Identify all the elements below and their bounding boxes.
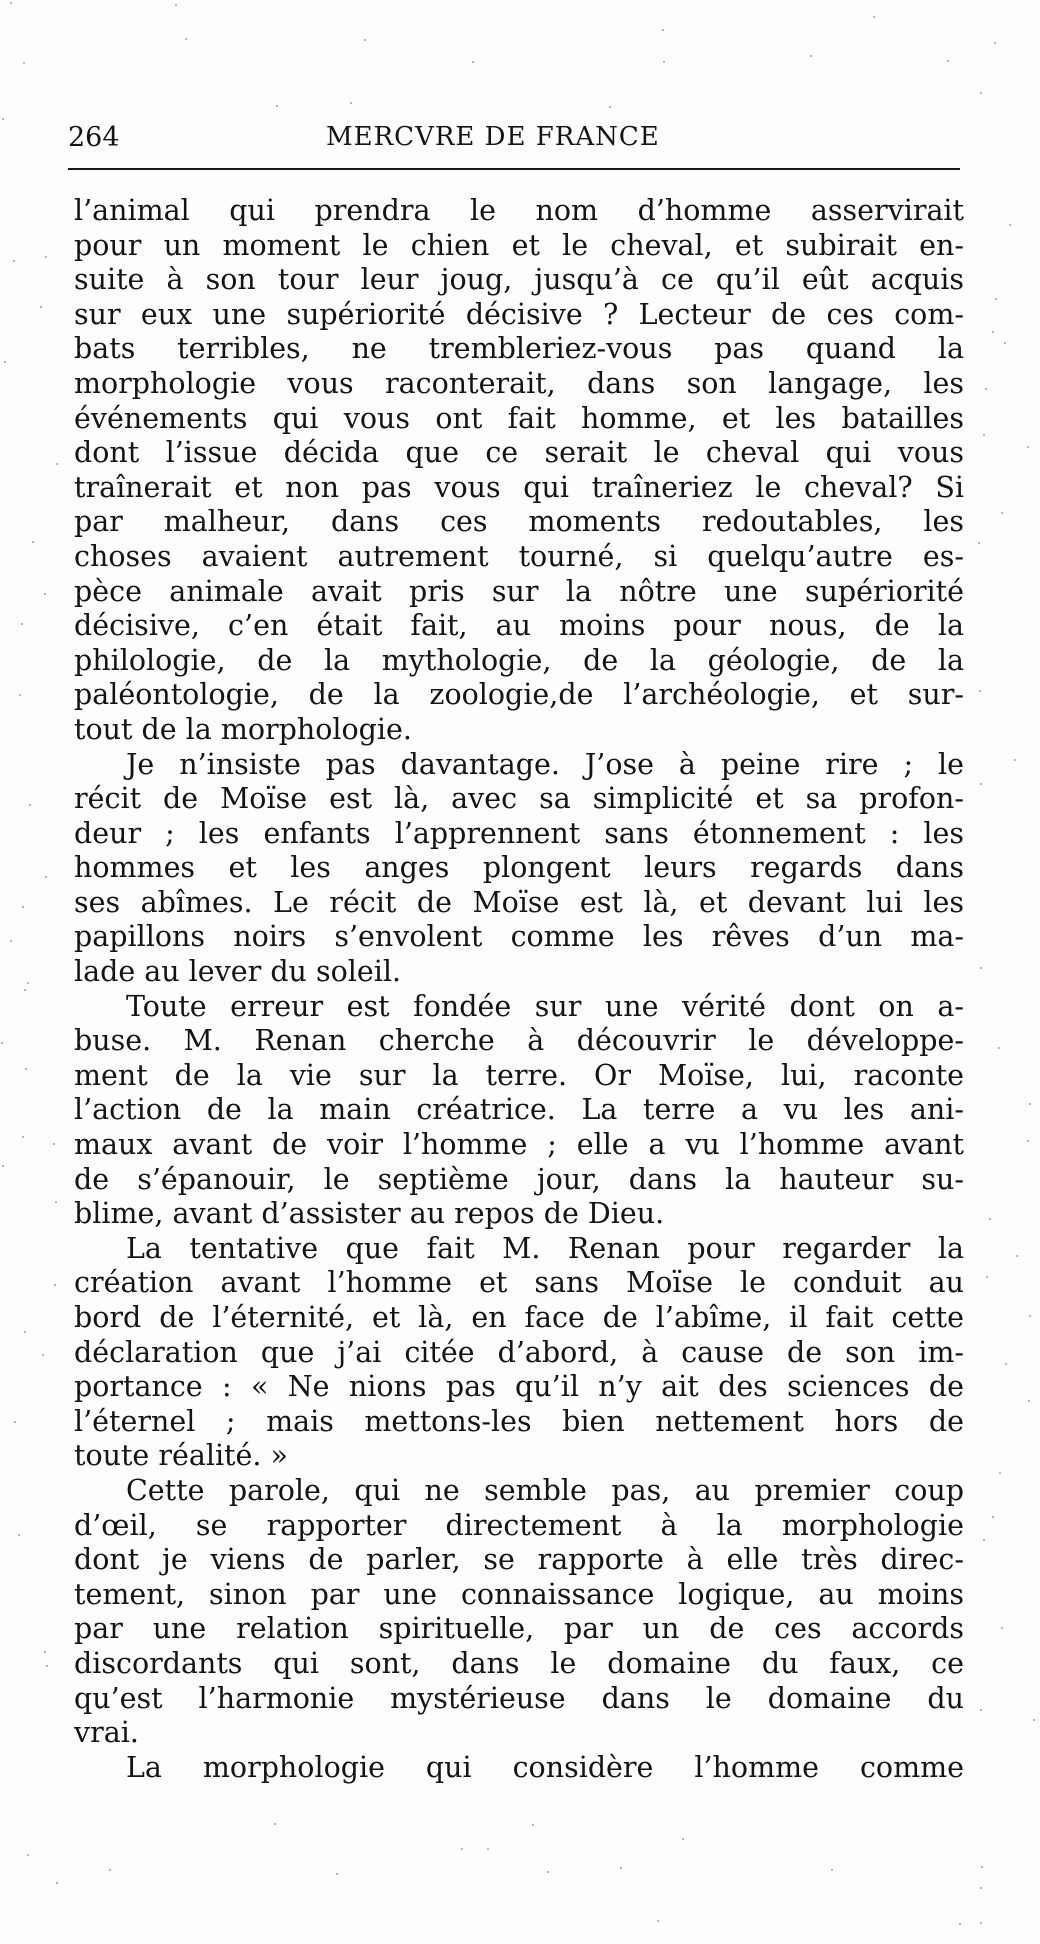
text-line: deur ; les enfants l’apprennent sans étonnement : les bbox=[74, 816, 964, 850]
speckle bbox=[1001, 1627, 1003, 1629]
speckle bbox=[1004, 342, 1006, 344]
text-line: maux avant de voir l’homme ; elle a vu l’homme avant bbox=[74, 1128, 964, 1162]
text-line: papillons noirs s’envolent comme les rêves d’un ma- bbox=[74, 920, 964, 954]
speckle bbox=[10, 2, 12, 4]
speckle bbox=[109, 1869, 111, 1871]
speckle bbox=[10, 940, 12, 942]
speckle bbox=[657, 1920, 659, 1922]
text-line: par une relation spirituelle, par un de ces accords bbox=[74, 1612, 964, 1646]
text-line: ment de la vie sur la terre. Or Moïse, lui, raconte bbox=[74, 1058, 964, 1092]
text-line: de s’épanouir, le septième jour, dans la hauteur su- bbox=[74, 1162, 964, 1196]
text-line: déclaration que j’ai citée d’abord, à cause de son im- bbox=[74, 1335, 964, 1369]
speckle bbox=[350, 102, 352, 104]
body-text bbox=[74, 194, 964, 1785]
speckle bbox=[1027, 446, 1029, 448]
speckle bbox=[959, 1923, 961, 1925]
speckle bbox=[1016, 1255, 1018, 1257]
page-header bbox=[68, 118, 960, 154]
text-line: Cette parole, qui ne semble pas, au premier coup bbox=[126, 1473, 964, 1507]
text-line: tement, sinon par une connaissance logique, au moins bbox=[74, 1577, 964, 1611]
speckle bbox=[45, 876, 47, 878]
speckle bbox=[978, 542, 980, 544]
speckle bbox=[609, 106, 611, 108]
speckle bbox=[995, 298, 997, 300]
text-line: philologie, de la mythologie, de la géologie, de la bbox=[74, 643, 964, 677]
speckle bbox=[992, 331, 994, 333]
speckle bbox=[994, 42, 996, 44]
text-line: par malheur, dans ces moments redoutables, les bbox=[74, 505, 964, 539]
speckle bbox=[1033, 1719, 1035, 1721]
speckle bbox=[336, 1873, 338, 1875]
text-line: qu’est l’harmonie mystérieuse dans le domaine du bbox=[74, 1681, 964, 1715]
text-line: portance : « Ne nions pas qu’il n’y ait des sciences de bbox=[74, 1370, 964, 1404]
speckle bbox=[175, 4, 177, 6]
speckle bbox=[985, 388, 987, 390]
speckle bbox=[18, 1534, 20, 1536]
speckle bbox=[980, 783, 982, 785]
speckle bbox=[25, 1068, 27, 1070]
text-line: décisive, c’en était fait, au moins pour nous, de la bbox=[74, 609, 964, 643]
speckle bbox=[547, 1871, 549, 1873]
text-line: blime, avant d’assister au repos de Dieu. bbox=[74, 1197, 665, 1231]
speckle bbox=[14, 1421, 16, 1423]
speckle bbox=[32, 541, 34, 543]
speckle bbox=[992, 1516, 994, 1518]
speckle bbox=[980, 1709, 982, 1711]
speckle bbox=[989, 1218, 991, 1220]
text-line: choses avaient autrement tourné, si quelqu’autre es- bbox=[74, 539, 964, 573]
speckle bbox=[831, 1869, 833, 1871]
speckle bbox=[1028, 1400, 1030, 1402]
text-line: événements qui vous ont fait homme, et les batailles bbox=[74, 401, 964, 435]
speckle bbox=[42, 1354, 44, 1356]
text-line: dont l’issue décida que ce serait le cheval qui vous bbox=[74, 436, 964, 470]
text-line: dont je viens de parler, se rapporte à elle très direc- bbox=[74, 1543, 964, 1577]
speckle bbox=[40, 306, 42, 308]
text-line: création avant l’homme et sans Moïse le conduit au bbox=[74, 1266, 964, 1300]
text-line: tout de la morphologie. bbox=[74, 712, 412, 746]
text-line: récit de Moïse est là, avec sa simplicité et sa profon- bbox=[74, 782, 964, 816]
text-line: ses abîmes. Le récit de Moïse est là, et devant lui les bbox=[74, 885, 964, 919]
text-line: lade au lever du soleil. bbox=[74, 955, 402, 989]
speckle bbox=[22, 1136, 24, 1138]
text-line: La morphologie qui considère l’homme comme bbox=[126, 1750, 964, 1784]
speckle bbox=[1029, 1315, 1031, 1317]
speckle bbox=[364, 39, 366, 41]
speckle bbox=[1029, 1103, 1031, 1105]
speckle bbox=[21, 623, 23, 625]
speckle bbox=[979, 690, 981, 692]
text-line: pour un moment le chien et le cheval, et subirait en- bbox=[74, 228, 964, 262]
text-line: sur eux une supériorité décisive ? Lecteur de ces com- bbox=[74, 297, 964, 331]
text-line: toute réalité. » bbox=[74, 1439, 288, 1473]
speckle bbox=[44, 1651, 46, 1653]
speckle bbox=[662, 29, 664, 31]
text-line: suite à son tour leur joug, jusqu’à ce qu’il eût acquis bbox=[74, 263, 964, 297]
speckle bbox=[487, 1848, 489, 1850]
speckle bbox=[185, 38, 187, 40]
speckle bbox=[1009, 224, 1011, 226]
speckle bbox=[1005, 1363, 1007, 1365]
speckle bbox=[276, 105, 278, 107]
speckle bbox=[24, 1331, 26, 1333]
speckle bbox=[983, 1539, 985, 1541]
text-line: discordants qui sont, dans le domaine du faux, ce bbox=[74, 1646, 964, 1680]
speckle bbox=[2, 118, 4, 120]
text-line: traînerait et non pas vous qui traîneriez le cheval? Si bbox=[74, 470, 964, 504]
speckle bbox=[29, 804, 31, 806]
speckle bbox=[56, 463, 58, 465]
speckle bbox=[980, 1922, 982, 1924]
text-line: l’action de la main créatrice. La terre a vu les ani- bbox=[74, 1093, 964, 1127]
speckle bbox=[472, 61, 474, 63]
speckle bbox=[27, 1854, 29, 1856]
running-head: MERCVRE DE FRANCE bbox=[326, 122, 660, 152]
text-line: hommes et les anges plongent leurs regards dans bbox=[74, 851, 964, 885]
page-number: 264 bbox=[68, 122, 120, 153]
speckle bbox=[1001, 512, 1003, 514]
speckle bbox=[46, 1665, 48, 1667]
speckle bbox=[980, 1887, 982, 1889]
text-line: Je n’insiste pas davantage. J’ose à peine rire ; le bbox=[126, 747, 964, 781]
text-line: vrai. bbox=[74, 1716, 139, 1750]
speckle bbox=[999, 1472, 1001, 1474]
speckle bbox=[1014, 759, 1016, 761]
speckle bbox=[986, 1276, 988, 1278]
speckle bbox=[461, 1848, 463, 1850]
speckle bbox=[981, 1866, 983, 1868]
text-line: bord de l’éternité, et là, en face de l’abîme, il fait cette bbox=[74, 1301, 964, 1334]
speckle bbox=[19, 694, 21, 696]
speckle bbox=[983, 434, 985, 436]
text-line: d’œil, se rapporter directement à la morphologie bbox=[74, 1508, 964, 1542]
speckle bbox=[663, 61, 665, 63]
text-line: paléontologie, de la zoologie,de l’archéologie, et sur- bbox=[74, 678, 964, 712]
header-rule bbox=[68, 168, 960, 170]
speckle bbox=[274, 1823, 276, 1825]
text-line: l’éternel ; mais mettons-les bien nettement hors de bbox=[74, 1404, 964, 1438]
text-line: buse. M. Renan cherche à découvrir le développe- bbox=[74, 1024, 964, 1058]
speckle bbox=[980, 967, 982, 969]
speckle bbox=[53, 1143, 55, 1145]
speckle bbox=[532, 1824, 534, 1826]
text-line: pèce animale avait pris sur la nôtre une supériorité bbox=[74, 574, 964, 608]
speckle bbox=[24, 989, 26, 991]
speckle bbox=[2, 1165, 4, 1167]
speckle bbox=[22, 906, 24, 908]
text-line: Toute erreur est fondée sur une vérité dont on a- bbox=[126, 989, 964, 1023]
text-line: La tentative que fait M. Renan pour regarder la bbox=[126, 1231, 964, 1265]
speckle bbox=[27, 982, 29, 984]
speckle bbox=[998, 1047, 1000, 1049]
speckle bbox=[45, 256, 47, 258]
speckle bbox=[873, 16, 875, 18]
speckle bbox=[1, 1042, 3, 1044]
text-line: bats terribles, ne trembleriez-vous pas quand la bbox=[74, 332, 964, 366]
speckle bbox=[620, 1867, 622, 1869]
speckle bbox=[55, 1201, 57, 1203]
speckle bbox=[56, 1882, 58, 1884]
speckle bbox=[980, 92, 982, 94]
text-line: l’animal qui prendra le nom d’homme asservirait bbox=[74, 194, 964, 227]
text-line: morphologie vous raconterait, dans son langage, les bbox=[74, 366, 964, 400]
speckle bbox=[947, 60, 949, 62]
speckle bbox=[23, 62, 25, 64]
speckle bbox=[4, 361, 6, 363]
speckle bbox=[810, 55, 812, 57]
speckle bbox=[1027, 1140, 1029, 1142]
speckle bbox=[54, 1284, 56, 1286]
speckle bbox=[682, 1838, 684, 1840]
speckle bbox=[13, 260, 15, 262]
speckle bbox=[44, 593, 46, 595]
